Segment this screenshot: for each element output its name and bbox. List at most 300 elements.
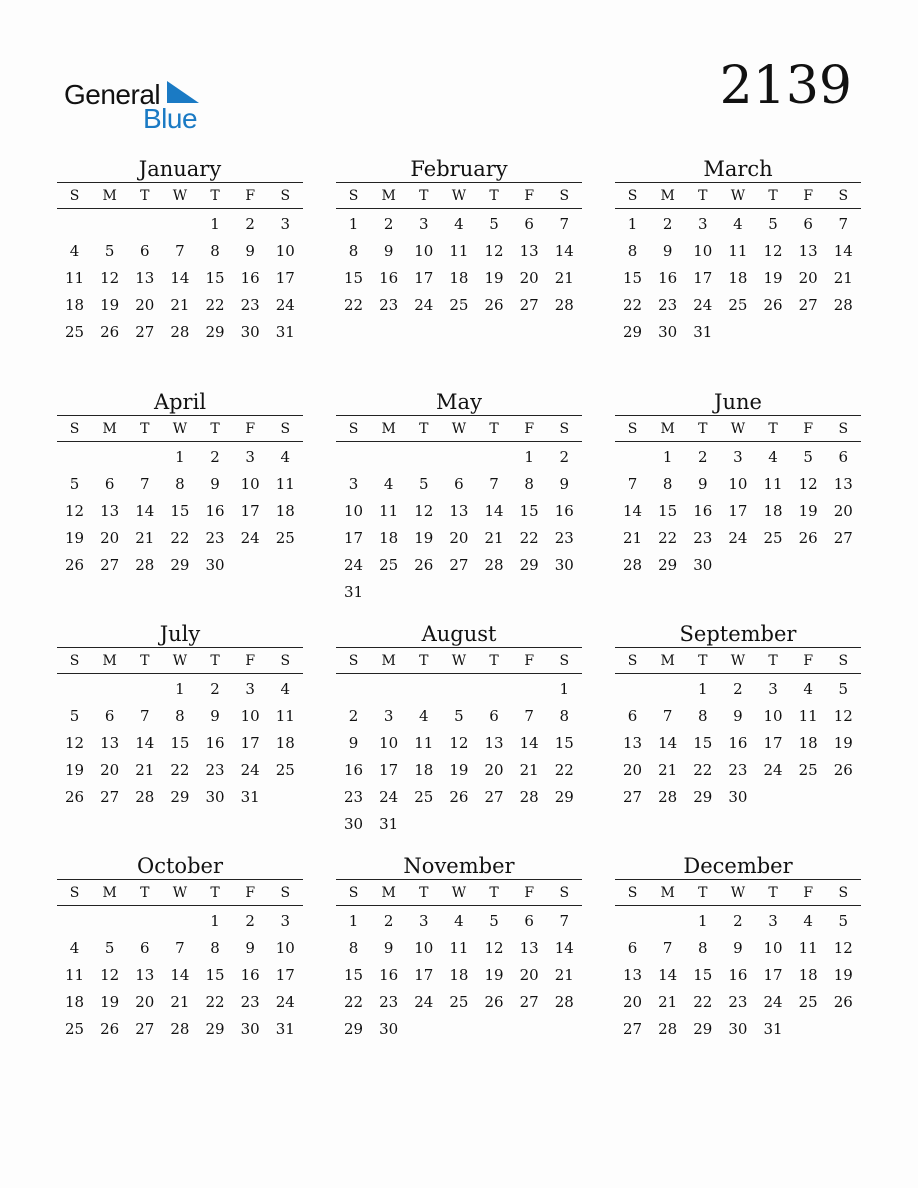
day-cell: 20 bbox=[100, 760, 120, 779]
week-row bbox=[615, 756, 861, 783]
week-row bbox=[336, 907, 582, 934]
day-cell: 8 bbox=[559, 706, 570, 725]
day-cell: 15 bbox=[170, 501, 190, 520]
day-cell: 18 bbox=[728, 268, 748, 287]
day-cell: 29 bbox=[170, 555, 190, 574]
weekday-label: T bbox=[698, 187, 708, 204]
day-cell: 22 bbox=[519, 528, 539, 547]
week-row bbox=[615, 210, 861, 237]
day-cell: 27 bbox=[833, 528, 853, 547]
day-cell: 23 bbox=[554, 528, 574, 547]
day-cell: 6 bbox=[104, 706, 115, 725]
day-cell: 5 bbox=[838, 911, 849, 930]
day-cell: 3 bbox=[245, 679, 255, 698]
week-row bbox=[57, 318, 303, 345]
week-row bbox=[57, 443, 303, 470]
weekday-label: W bbox=[172, 420, 188, 437]
day-cell: 14 bbox=[484, 501, 504, 520]
day-cell: 29 bbox=[205, 322, 225, 341]
weekday-label: S bbox=[348, 884, 359, 901]
weekday-label: S bbox=[838, 187, 849, 204]
weekday-label: T bbox=[419, 420, 429, 437]
weekday-label: T bbox=[419, 884, 429, 901]
day-cell: 26 bbox=[449, 787, 469, 806]
day-cell: 10 bbox=[728, 474, 748, 493]
day-cell: 12 bbox=[100, 268, 120, 287]
day-cell: 15 bbox=[623, 268, 643, 287]
day-cell: 7 bbox=[489, 474, 499, 493]
day-cell: 7 bbox=[559, 214, 570, 233]
logo-triangle-icon bbox=[167, 81, 199, 103]
day-cell: 12 bbox=[484, 938, 504, 957]
day-cell: 6 bbox=[524, 214, 534, 233]
day-cell: 4 bbox=[69, 938, 80, 957]
day-cell: 15 bbox=[205, 965, 225, 984]
day-cell: 8 bbox=[348, 938, 359, 957]
week-row bbox=[336, 934, 582, 961]
day-cell: 17 bbox=[728, 501, 748, 520]
week-row bbox=[57, 675, 303, 702]
weekday-label: S bbox=[69, 420, 80, 437]
week-row bbox=[336, 783, 582, 810]
week-row bbox=[336, 237, 582, 264]
week-row bbox=[57, 783, 303, 810]
day-cell: 14 bbox=[170, 268, 190, 287]
day-cell: 31 bbox=[693, 322, 713, 341]
day-cell: 8 bbox=[662, 474, 673, 493]
day-cell: 9 bbox=[210, 474, 220, 493]
day-cell: 16 bbox=[728, 965, 748, 984]
day-cell: 18 bbox=[449, 965, 469, 984]
day-cell: 24 bbox=[379, 787, 399, 806]
day-cell: 18 bbox=[65, 295, 85, 314]
day-cell: 26 bbox=[100, 322, 120, 341]
week-row bbox=[336, 551, 582, 578]
day-cell: 9 bbox=[383, 241, 394, 260]
day-cell: 14 bbox=[623, 501, 643, 520]
week-row bbox=[57, 934, 303, 961]
day-cell: 11 bbox=[449, 241, 469, 260]
weekday-label: M bbox=[102, 884, 117, 901]
day-cell: 31 bbox=[240, 787, 260, 806]
day-cell: 22 bbox=[693, 760, 713, 779]
week-row bbox=[336, 675, 582, 702]
weekday-label: S bbox=[627, 420, 638, 437]
month-name: February bbox=[410, 157, 508, 181]
day-cell: 12 bbox=[798, 474, 818, 493]
day-cell: 7 bbox=[662, 706, 673, 725]
day-cell: 9 bbox=[733, 938, 743, 957]
day-cell: 14 bbox=[658, 965, 678, 984]
week-row bbox=[615, 702, 861, 729]
day-cell: 8 bbox=[210, 241, 220, 260]
day-cell: 13 bbox=[449, 501, 469, 520]
day-cell: 27 bbox=[519, 295, 539, 314]
weekday-label: F bbox=[245, 652, 256, 669]
day-cell: 14 bbox=[554, 241, 574, 260]
day-cell: 9 bbox=[245, 241, 255, 260]
week-row bbox=[615, 988, 861, 1015]
day-cell: 4 bbox=[383, 474, 394, 493]
day-cell: 30 bbox=[728, 1019, 748, 1038]
day-cell: 2 bbox=[210, 447, 220, 466]
day-cell: 10 bbox=[344, 501, 364, 520]
day-cell: 2 bbox=[698, 447, 708, 466]
day-cell: 14 bbox=[170, 965, 190, 984]
day-cell: 26 bbox=[65, 787, 85, 806]
week-row bbox=[57, 907, 303, 934]
day-cell: 8 bbox=[627, 241, 638, 260]
weekday-label: W bbox=[172, 187, 188, 204]
day-cell: 6 bbox=[104, 474, 115, 493]
month-name: March bbox=[703, 157, 773, 181]
weekday-label: T bbox=[140, 652, 150, 669]
weekday-label: F bbox=[803, 652, 814, 669]
day-cell: 16 bbox=[658, 268, 678, 287]
day-cell: 10 bbox=[693, 241, 713, 260]
day-cell: 21 bbox=[658, 992, 678, 1011]
weekday-label: S bbox=[348, 187, 359, 204]
weekday-label: T bbox=[419, 652, 429, 669]
day-cell: 11 bbox=[449, 938, 469, 957]
weekday-label: W bbox=[451, 652, 467, 669]
day-cell: 3 bbox=[383, 706, 394, 725]
week-row bbox=[615, 551, 861, 578]
weekday-label: S bbox=[559, 652, 570, 669]
weekday-label: T bbox=[140, 187, 150, 204]
day-cell: 25 bbox=[65, 1019, 85, 1038]
day-cell: 23 bbox=[240, 992, 260, 1011]
month-june bbox=[615, 389, 861, 578]
day-cell: 11 bbox=[798, 938, 818, 957]
week-row bbox=[336, 497, 582, 524]
day-cell: 12 bbox=[763, 241, 783, 260]
weekday-label: T bbox=[210, 884, 220, 901]
month-october bbox=[57, 853, 303, 1042]
day-cell: 8 bbox=[348, 241, 359, 260]
logo-general-text: General bbox=[64, 79, 161, 110]
day-cell: 24 bbox=[344, 555, 364, 574]
day-cell: 7 bbox=[662, 938, 673, 957]
day-cell: 25 bbox=[275, 528, 295, 547]
weekday-label: M bbox=[381, 420, 396, 437]
day-cell: 24 bbox=[763, 992, 783, 1011]
day-cell: 26 bbox=[65, 555, 85, 574]
day-cell: 20 bbox=[484, 760, 504, 779]
day-cell: 3 bbox=[733, 447, 743, 466]
weekday-label: M bbox=[381, 884, 396, 901]
day-cell: 11 bbox=[763, 474, 783, 493]
day-cell: 28 bbox=[658, 787, 678, 806]
day-cell: 30 bbox=[240, 1019, 260, 1038]
week-row bbox=[57, 729, 303, 756]
weekday-header bbox=[336, 647, 582, 674]
day-cell: 16 bbox=[728, 733, 748, 752]
week-row bbox=[57, 210, 303, 237]
day-cell: 27 bbox=[623, 787, 643, 806]
day-cell: 3 bbox=[280, 911, 291, 930]
month-january bbox=[57, 156, 303, 345]
day-cell: 6 bbox=[489, 706, 499, 725]
day-cell: 24 bbox=[728, 528, 748, 547]
day-cell: 7 bbox=[838, 214, 849, 233]
day-cell: 17 bbox=[379, 760, 399, 779]
day-cell: 7 bbox=[524, 706, 534, 725]
day-cell: 19 bbox=[484, 965, 504, 984]
month-september bbox=[615, 621, 861, 810]
week-row bbox=[615, 291, 861, 318]
day-cell: 11 bbox=[798, 706, 818, 725]
weekday-label: M bbox=[660, 187, 675, 204]
day-cell: 9 bbox=[559, 474, 570, 493]
day-cell: 28 bbox=[170, 322, 190, 341]
week-row bbox=[615, 934, 861, 961]
day-cell: 2 bbox=[383, 214, 394, 233]
day-cell: 20 bbox=[100, 528, 120, 547]
week-row bbox=[57, 961, 303, 988]
day-cell: 22 bbox=[205, 295, 225, 314]
day-cell: 16 bbox=[344, 760, 364, 779]
day-cell: 16 bbox=[240, 268, 260, 287]
day-cell: 14 bbox=[135, 733, 155, 752]
day-cell: 4 bbox=[280, 679, 291, 698]
day-cell: 30 bbox=[379, 1019, 399, 1038]
day-cell: 9 bbox=[698, 474, 708, 493]
day-cell: 21 bbox=[170, 295, 190, 314]
day-cell: 6 bbox=[140, 938, 150, 957]
week-row bbox=[615, 318, 861, 345]
day-cell: 1 bbox=[524, 447, 534, 466]
day-cell: 13 bbox=[519, 938, 539, 957]
day-cell: 22 bbox=[170, 760, 190, 779]
day-cell: 23 bbox=[379, 992, 399, 1011]
weekday-label: S bbox=[559, 187, 570, 204]
day-cell: 29 bbox=[205, 1019, 225, 1038]
weekday-label: S bbox=[838, 420, 849, 437]
weekday-header bbox=[615, 415, 861, 442]
day-cell: 2 bbox=[383, 911, 394, 930]
day-cell: 26 bbox=[798, 528, 818, 547]
day-cell: 30 bbox=[240, 322, 260, 341]
day-cell: 17 bbox=[693, 268, 713, 287]
day-cell: 10 bbox=[763, 938, 783, 957]
day-cell: 21 bbox=[623, 528, 643, 547]
day-cell: 19 bbox=[100, 992, 120, 1011]
day-cell: 18 bbox=[414, 760, 434, 779]
day-cell: 6 bbox=[803, 214, 813, 233]
day-cell: 1 bbox=[175, 447, 185, 466]
month-name: May bbox=[436, 390, 482, 414]
weekday-header bbox=[57, 879, 303, 906]
day-cell: 29 bbox=[344, 1019, 364, 1038]
day-cell: 13 bbox=[798, 241, 818, 260]
day-cell: 3 bbox=[280, 214, 291, 233]
day-cell: 1 bbox=[627, 214, 638, 233]
day-cell: 17 bbox=[275, 268, 295, 287]
weekday-label: M bbox=[102, 187, 117, 204]
weekday-label: T bbox=[489, 652, 499, 669]
weekday-label: S bbox=[627, 884, 638, 901]
month-name: December bbox=[683, 854, 793, 878]
day-cell: 27 bbox=[135, 322, 155, 341]
weekday-label: F bbox=[803, 187, 814, 204]
day-cell: 24 bbox=[763, 760, 783, 779]
day-cell: 17 bbox=[240, 501, 260, 520]
weekday-label: F bbox=[803, 884, 814, 901]
day-cell: 1 bbox=[559, 679, 570, 698]
day-cell: 15 bbox=[344, 268, 364, 287]
day-cell: 2 bbox=[733, 679, 743, 698]
day-cell: 22 bbox=[554, 760, 574, 779]
weekday-label: W bbox=[730, 187, 746, 204]
day-cell: 13 bbox=[833, 474, 853, 493]
day-cell: 1 bbox=[698, 911, 708, 930]
day-cell: 18 bbox=[275, 733, 295, 752]
weekday-label: F bbox=[245, 884, 256, 901]
week-row bbox=[57, 551, 303, 578]
weekday-label: T bbox=[768, 420, 778, 437]
day-cell: 24 bbox=[240, 528, 260, 547]
day-cell: 1 bbox=[348, 911, 359, 930]
day-cell: 5 bbox=[803, 447, 813, 466]
day-cell: 18 bbox=[449, 268, 469, 287]
day-cell: 22 bbox=[205, 992, 225, 1011]
month-november bbox=[336, 853, 582, 1042]
month-name: August bbox=[421, 622, 497, 646]
weekday-label: M bbox=[381, 652, 396, 669]
weekday-label: F bbox=[524, 652, 535, 669]
week-row bbox=[615, 237, 861, 264]
day-cell: 8 bbox=[698, 706, 708, 725]
weekday-label: W bbox=[451, 420, 467, 437]
day-cell: 25 bbox=[728, 295, 748, 314]
day-cell: 19 bbox=[833, 965, 853, 984]
day-cell: 12 bbox=[414, 501, 434, 520]
day-cell: 16 bbox=[240, 965, 260, 984]
day-cell: 28 bbox=[554, 295, 574, 314]
day-cell: 28 bbox=[519, 787, 539, 806]
day-cell: 19 bbox=[484, 268, 504, 287]
weekday-label: S bbox=[280, 652, 291, 669]
day-cell: 19 bbox=[100, 295, 120, 314]
day-cell: 19 bbox=[65, 760, 85, 779]
day-cell: 20 bbox=[519, 268, 539, 287]
day-cell: 22 bbox=[658, 528, 678, 547]
day-cell: 31 bbox=[275, 322, 295, 341]
weekday-label: F bbox=[524, 187, 535, 204]
weekday-label: W bbox=[730, 884, 746, 901]
day-cell: 2 bbox=[559, 447, 570, 466]
week-row bbox=[615, 497, 861, 524]
day-cell: 27 bbox=[798, 295, 818, 314]
day-cell: 28 bbox=[658, 1019, 678, 1038]
day-cell: 12 bbox=[100, 965, 120, 984]
day-cell: 18 bbox=[798, 733, 818, 752]
day-cell: 29 bbox=[554, 787, 574, 806]
weekday-header bbox=[57, 415, 303, 442]
day-cell: 18 bbox=[379, 528, 399, 547]
month-name: June bbox=[714, 390, 762, 414]
day-cell: 29 bbox=[658, 555, 678, 574]
day-cell: 26 bbox=[100, 1019, 120, 1038]
brand-logo bbox=[64, 76, 214, 136]
day-cell: 27 bbox=[100, 787, 120, 806]
weekday-label: M bbox=[660, 884, 675, 901]
day-cell: 30 bbox=[554, 555, 574, 574]
day-cell: 27 bbox=[100, 555, 120, 574]
day-cell: 30 bbox=[658, 322, 678, 341]
day-cell: 8 bbox=[175, 474, 185, 493]
weekday-label: S bbox=[69, 884, 80, 901]
logo-blue-text: Blue bbox=[143, 103, 198, 134]
day-cell: 21 bbox=[554, 965, 574, 984]
day-cell: 21 bbox=[170, 992, 190, 1011]
weekday-label: T bbox=[768, 884, 778, 901]
day-cell: 5 bbox=[104, 241, 115, 260]
day-cell: 9 bbox=[348, 733, 359, 752]
weekday-label: T bbox=[140, 884, 150, 901]
day-cell: 21 bbox=[658, 760, 678, 779]
week-row bbox=[615, 783, 861, 810]
day-cell: 11 bbox=[275, 474, 295, 493]
day-cell: 3 bbox=[419, 214, 429, 233]
weekday-label: S bbox=[69, 187, 80, 204]
year-title: 2139 bbox=[719, 56, 852, 116]
weekday-label: M bbox=[102, 420, 117, 437]
weekday-label: S bbox=[627, 652, 638, 669]
day-cell: 13 bbox=[100, 733, 120, 752]
weekday-header bbox=[57, 647, 303, 674]
week-row bbox=[615, 675, 861, 702]
day-cell: 23 bbox=[693, 528, 713, 547]
day-cell: 22 bbox=[344, 992, 364, 1011]
day-cell: 15 bbox=[658, 501, 678, 520]
weekday-label: W bbox=[172, 884, 188, 901]
day-cell: 15 bbox=[519, 501, 539, 520]
day-cell: 10 bbox=[240, 706, 260, 725]
day-cell: 17 bbox=[414, 965, 434, 984]
weekday-label: W bbox=[172, 652, 188, 669]
day-cell: 15 bbox=[170, 733, 190, 752]
day-cell: 3 bbox=[768, 679, 778, 698]
day-cell: 14 bbox=[833, 241, 853, 260]
day-cell: 27 bbox=[135, 1019, 155, 1038]
week-row bbox=[615, 729, 861, 756]
month-name: October bbox=[137, 854, 223, 878]
day-cell: 20 bbox=[519, 965, 539, 984]
day-cell: 11 bbox=[65, 965, 85, 984]
day-cell: 25 bbox=[798, 992, 818, 1011]
day-cell: 7 bbox=[175, 241, 185, 260]
day-cell: 2 bbox=[245, 214, 255, 233]
day-cell: 14 bbox=[554, 938, 574, 957]
weekday-label: F bbox=[245, 420, 256, 437]
weekday-label: S bbox=[280, 187, 291, 204]
day-cell: 24 bbox=[693, 295, 713, 314]
day-cell: 21 bbox=[554, 268, 574, 287]
week-row bbox=[615, 470, 861, 497]
day-cell: 10 bbox=[379, 733, 399, 752]
day-cell: 4 bbox=[733, 214, 743, 233]
day-cell: 30 bbox=[693, 555, 713, 574]
day-cell: 17 bbox=[414, 268, 434, 287]
day-cell: 22 bbox=[693, 992, 713, 1011]
weekday-label: F bbox=[245, 187, 256, 204]
day-cell: 1 bbox=[348, 214, 359, 233]
day-cell: 16 bbox=[205, 733, 225, 752]
day-cell: 2 bbox=[662, 214, 673, 233]
month-name: November bbox=[403, 854, 515, 878]
